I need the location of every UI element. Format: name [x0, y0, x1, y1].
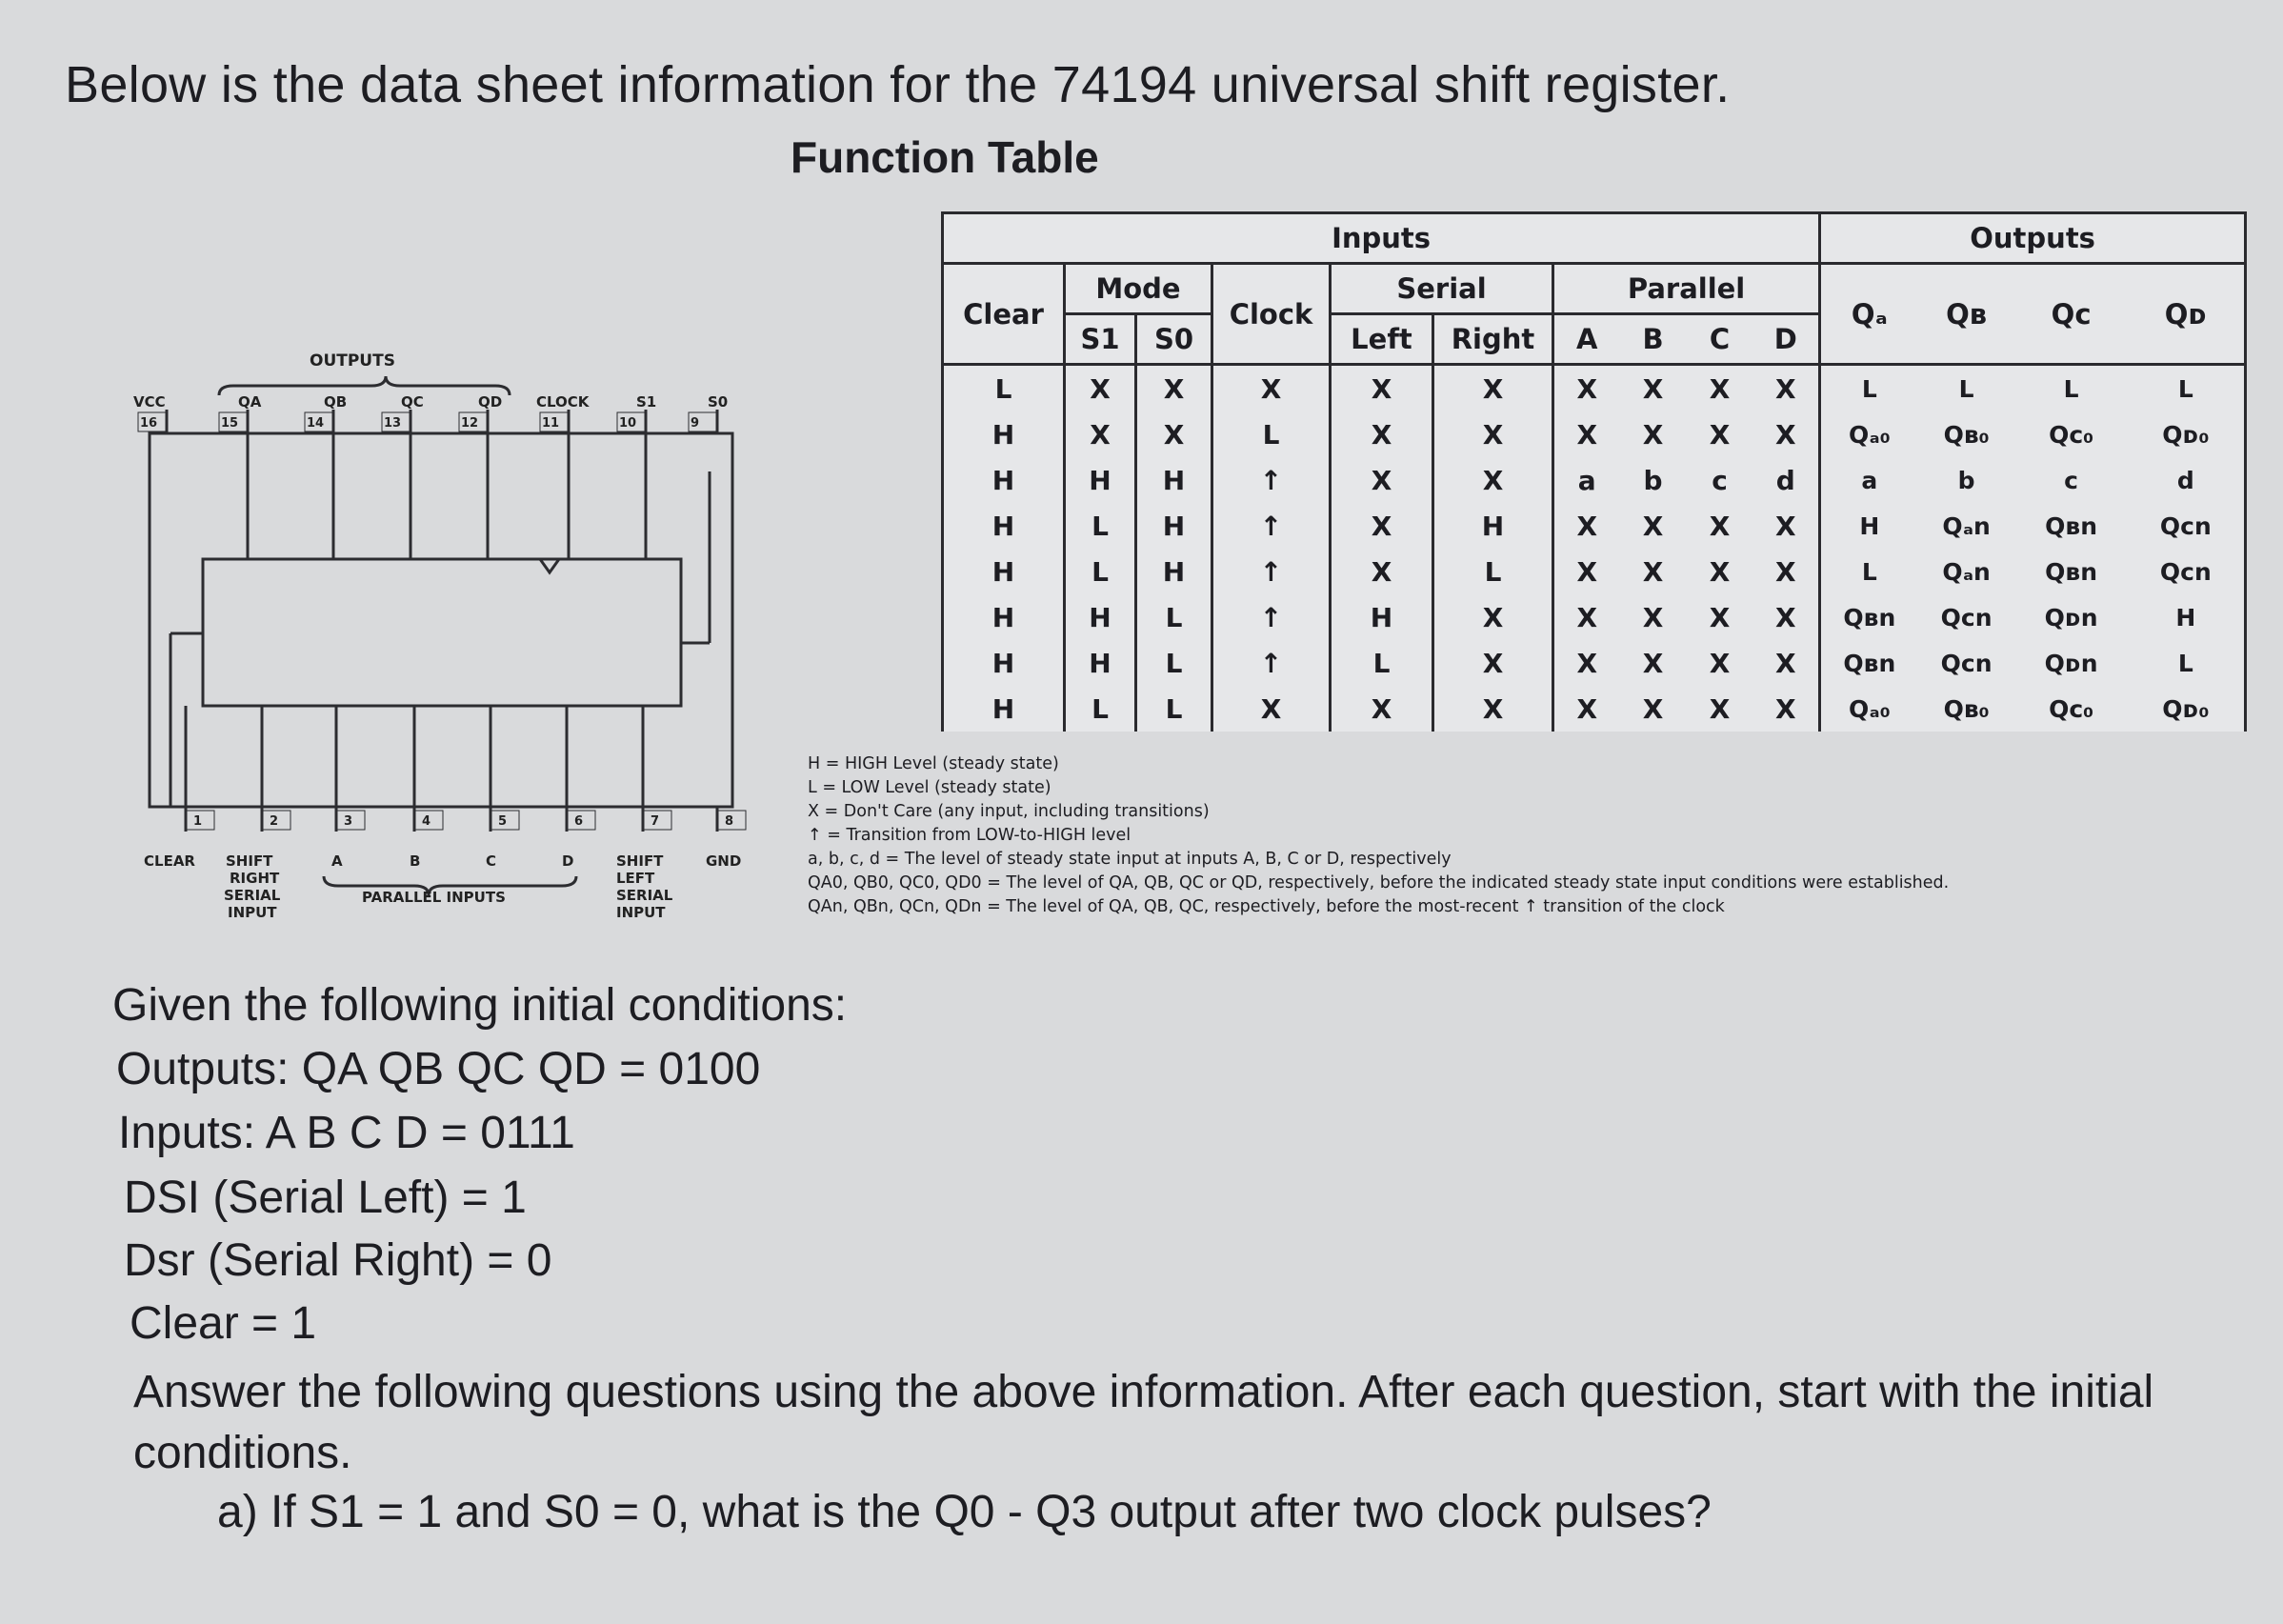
s0-cell: L: [1136, 594, 1212, 640]
clock-cell: X: [1212, 365, 1331, 412]
s1-header: S1: [1065, 314, 1136, 365]
bottom-pin-name: CLEAR: [144, 852, 195, 870]
table-row: [943, 640, 2246, 686]
serial-right-cell: X: [1433, 411, 1553, 457]
bottom-pin-number: 7: [651, 814, 660, 829]
a-cell: a: [1553, 457, 1620, 503]
s0-cell: H: [1136, 457, 1212, 503]
qb-cell: Qcn: [1940, 649, 1993, 677]
table-row: [943, 503, 2246, 549]
outputs-header: Outputs: [1820, 213, 2246, 264]
legend-line: X = Don't Care (any input, including transitions): [808, 802, 1210, 821]
top-pin-name: QA: [238, 393, 262, 411]
given-heading: Given the following initial conditions:: [112, 980, 848, 1031]
shift-left-label-line: LEFT: [616, 870, 655, 887]
serial-right-input: Dsr (Serial Right) = 0: [124, 1235, 552, 1286]
function-table-body: [943, 365, 2246, 732]
c-cell: X: [1709, 418, 1731, 451]
qb-header: Qʙ: [1918, 264, 2015, 365]
serial-left-cell: X: [1331, 411, 1433, 457]
b-cell: b: [1643, 464, 1663, 496]
qb-cell: Qₐn: [1942, 557, 1991, 586]
d-cell: X: [1753, 503, 1820, 549]
top-pin-number: 13: [384, 416, 402, 431]
top-pin-number: 10: [619, 416, 637, 431]
clear-cell: H: [943, 549, 1065, 594]
d-cell: X: [1753, 686, 1820, 732]
shift-right-label-line: INPUT: [228, 904, 277, 921]
legend-line: L = LOW Level (steady state): [808, 778, 1051, 797]
inputs-header: Inputs: [943, 213, 1820, 264]
b-cell: X: [1642, 601, 1664, 633]
bottom-pin-name: A: [331, 852, 343, 870]
serial-right-cell: X: [1433, 640, 1553, 686]
shift-left-label-line: INPUT: [616, 904, 666, 921]
s0-cell: X: [1136, 365, 1212, 412]
page-heading: Below is the data sheet information for the 74194 universal shift register.: [65, 56, 1731, 113]
parallel-header: Parallel: [1553, 264, 1820, 314]
table-row: [943, 594, 2246, 640]
serial-right-cell: X: [1433, 686, 1553, 732]
a-cell: X: [1553, 503, 1620, 549]
top-pin-number: 14: [307, 416, 325, 431]
shift-right-label-line: SHIFT: [226, 852, 273, 870]
qd-cell: H: [2128, 594, 2246, 640]
d-cell: X: [1753, 549, 1820, 594]
serial-left-cell: X: [1331, 365, 1433, 412]
c-header: C: [1687, 314, 1753, 365]
serial-right-cell: X: [1433, 457, 1553, 503]
serial-left-cell: L: [1331, 640, 1433, 686]
qd-cell: Qᴅ₀: [2128, 411, 2246, 457]
d-cell: X: [1753, 411, 1820, 457]
qb-cell: Qₐn: [1942, 511, 1991, 540]
serial-right-cell: L: [1433, 549, 1553, 594]
s1-cell: X: [1065, 365, 1136, 412]
legend-line: a, b, c, d = The level of steady state input at inputs A, B, C or D, respectively: [808, 850, 1452, 869]
qd-cell: L: [2128, 365, 2246, 412]
b-cell: X: [1642, 647, 1664, 679]
bottom-pin-name: D: [562, 852, 574, 870]
b-cell: X: [1642, 372, 1664, 405]
clear-cell: H: [943, 594, 1065, 640]
table-row: [943, 457, 2246, 503]
s0-cell: L: [1136, 686, 1212, 732]
clock-cell: ↑: [1212, 457, 1331, 503]
a-cell: X: [1553, 594, 1620, 640]
bottom-pin-name: GND: [706, 852, 742, 870]
clock-cell: ↑: [1212, 503, 1331, 549]
shift-right-label-line: SERIAL: [224, 887, 281, 904]
function-table: [941, 211, 2247, 732]
shift-left-label-line: SHIFT: [616, 852, 664, 870]
legend-line: QAn, QBn, QCn, QDn = The level of QA, QB, QC, respectively, before the most-recent ↑ transition of the clock: [808, 897, 1725, 916]
qc-header: Qc: [2015, 264, 2128, 365]
instructions: Answer the following questions using the above information. After each question, start with the initial conditions.: [133, 1367, 2154, 1478]
top-pin-name: CLOCK: [536, 393, 590, 411]
c-cell: X: [1709, 647, 1731, 679]
qc-cell: Qʙn: [2045, 511, 2098, 540]
clear-cell: H: [943, 411, 1065, 457]
bottom-pin-number: 1: [193, 814, 203, 829]
qc-cell: Qᴅn: [2044, 649, 2098, 677]
table-row: [943, 365, 2246, 412]
top-pin-name: S0: [708, 393, 729, 411]
clock-cell: L: [1212, 411, 1331, 457]
serial-left-cell: X: [1331, 549, 1433, 594]
top-pin-name: QD: [478, 393, 503, 411]
legend-line: ↑ = Transition from LOW-to-HIGH level: [808, 826, 1131, 845]
qd-cell: L: [2128, 640, 2246, 686]
d-header: D: [1753, 314, 1820, 365]
s1-cell: H: [1065, 594, 1136, 640]
top-pin-number: 12: [461, 416, 479, 431]
qb-cell: b: [1957, 466, 1975, 494]
legend: [808, 752, 1949, 919]
qa-cell: Qₐ₀: [1820, 686, 1918, 732]
c-cell: X: [1709, 692, 1731, 725]
clock-cell: ↑: [1212, 594, 1331, 640]
s0-cell: H: [1136, 549, 1212, 594]
c-cell: X: [1709, 372, 1731, 405]
b-cell: X: [1642, 510, 1664, 542]
qa-header: Qₐ: [1820, 264, 1918, 365]
chip-body: [203, 559, 681, 706]
serial-right-cell: H: [1433, 503, 1553, 549]
qa-cell: H: [1820, 503, 1918, 549]
bottom-pin-number: 8: [725, 814, 734, 829]
qd-cell: Qᴅ₀: [2128, 686, 2246, 732]
qb-cell: L: [1958, 374, 1974, 403]
qd-cell: Qcn: [2128, 503, 2246, 549]
serial-header: Serial: [1331, 264, 1553, 314]
serial-left-cell: X: [1331, 686, 1433, 732]
table-row: [943, 549, 2246, 594]
qc-cell: L: [2063, 374, 2079, 403]
qc-cell: Qc₀: [2049, 420, 2094, 449]
clock-cell: X: [1212, 686, 1331, 732]
serial-left-input: DSI (Serial Left) = 1: [124, 1173, 527, 1223]
clear-header: Clear: [943, 264, 1065, 365]
top-pin-name: VCC: [133, 393, 166, 411]
top-pin-name: QB: [324, 393, 348, 411]
b-cell: X: [1642, 418, 1664, 451]
top-pin-name: QC: [401, 393, 424, 411]
d-cell: X: [1753, 594, 1820, 640]
table-row: [943, 686, 2246, 732]
qc-cell: Qᴅn: [2044, 603, 2098, 632]
s0-header: S0: [1136, 314, 1212, 365]
qa-cell: Qₐ₀: [1820, 411, 1918, 457]
a-cell: X: [1553, 549, 1620, 594]
qa-cell: L: [1820, 549, 1918, 594]
qd-cell: d: [2128, 457, 2246, 503]
d-cell: d: [1753, 457, 1820, 503]
clock-cell: ↑: [1212, 549, 1331, 594]
s1-cell: L: [1065, 686, 1136, 732]
d-cell: X: [1753, 640, 1820, 686]
clear-input: Clear = 1: [130, 1298, 317, 1349]
c-cell: X: [1709, 555, 1731, 588]
s0-cell: X: [1136, 411, 1212, 457]
bottom-pin-number: 6: [574, 814, 584, 829]
serial-left-cell: X: [1331, 503, 1433, 549]
s1-cell: L: [1065, 549, 1136, 594]
clear-cell: L: [943, 365, 1065, 412]
a-cell: X: [1553, 686, 1620, 732]
qc-cell: Qʙn: [2045, 557, 2098, 586]
serial-right-cell: X: [1433, 365, 1553, 412]
function-table-title: Function Table: [791, 132, 1099, 182]
a-header: A: [1553, 314, 1620, 365]
qb-cell: Qcn: [1940, 603, 1993, 632]
serial-left-cell: X: [1331, 457, 1433, 503]
parallel-inputs-label: PARALLEL INPUTS: [362, 889, 506, 906]
bottom-pin-number: 3: [344, 814, 353, 829]
initial-outputs: Outputs: QA QB QC QD = 0100: [116, 1044, 761, 1094]
s0-cell: H: [1136, 503, 1212, 549]
clock-cell: ↑: [1212, 640, 1331, 686]
qc-cell: c: [2064, 466, 2078, 494]
c-cell: c: [1712, 464, 1728, 496]
question-a: a) If S1 = 1 and S0 = 0, what is the Q0 - Q3 output after two clock pulses?: [217, 1487, 1712, 1537]
s1-cell: H: [1065, 457, 1136, 503]
clear-cell: H: [943, 686, 1065, 732]
mode-header: Mode: [1065, 264, 1212, 314]
top-pin-number: 15: [221, 416, 239, 431]
s1-cell: X: [1065, 411, 1136, 457]
clear-cell: H: [943, 640, 1065, 686]
legend-line: H = HIGH Level (steady state): [808, 754, 1059, 773]
s0-cell: L: [1136, 640, 1212, 686]
b-cell: X: [1642, 692, 1664, 725]
qa-cell: Qʙn: [1820, 594, 1918, 640]
d-cell: X: [1753, 365, 1820, 412]
top-pin-name: S1: [636, 393, 657, 411]
qa-cell: Qʙn: [1820, 640, 1918, 686]
pin-number-boxes: [138, 412, 746, 830]
bottom-pin-number: 4: [422, 814, 431, 829]
top-pin-number: 11: [542, 416, 560, 431]
c-cell: X: [1709, 601, 1731, 633]
pin-diagram: [129, 348, 757, 957]
bottom-pin-name: B: [410, 852, 421, 870]
bottom-pin-number: 2: [270, 814, 279, 829]
qd-cell: Qcn: [2128, 549, 2246, 594]
clear-cell: H: [943, 457, 1065, 503]
bottom-pin-name: C: [486, 852, 497, 870]
outputs-label: OUTPUTS: [310, 351, 395, 371]
initial-inputs: Inputs: A B C D = 0111: [118, 1108, 575, 1158]
s1-cell: L: [1065, 503, 1136, 549]
a-cell: X: [1553, 411, 1620, 457]
bottom-pin-number: 5: [498, 814, 508, 829]
left-header: Left: [1331, 314, 1433, 365]
legend-line: QA0, QB0, QC0, QD0 = The level of QA, QB, QC or QD, respectively, before the indicated steady state input conditions were established.: [808, 873, 1950, 892]
clock-header: Clock: [1212, 264, 1331, 365]
a-cell: X: [1553, 640, 1620, 686]
top-pin-number: 9: [691, 416, 700, 431]
b-cell: X: [1642, 555, 1664, 588]
top-pin-number: 16: [140, 416, 158, 431]
qd-header: Qᴅ: [2128, 264, 2246, 365]
shift-left-label-line: SERIAL: [616, 887, 673, 904]
qb-cell: Qʙ₀: [1943, 694, 1990, 723]
b-header: B: [1620, 314, 1687, 365]
qa-cell: a: [1820, 457, 1918, 503]
clear-cell: H: [943, 503, 1065, 549]
serial-right-cell: X: [1433, 594, 1553, 640]
qa-cell: L: [1820, 365, 1918, 412]
table-row: [943, 411, 2246, 457]
s1-cell: H: [1065, 640, 1136, 686]
qc-cell: Qc₀: [2049, 694, 2094, 723]
c-cell: X: [1709, 510, 1731, 542]
a-cell: X: [1553, 365, 1620, 412]
shift-right-label-line: RIGHT: [230, 870, 280, 887]
serial-left-cell: H: [1331, 594, 1433, 640]
right-header: Right: [1433, 314, 1553, 365]
qb-cell: Qʙ₀: [1943, 420, 1990, 449]
